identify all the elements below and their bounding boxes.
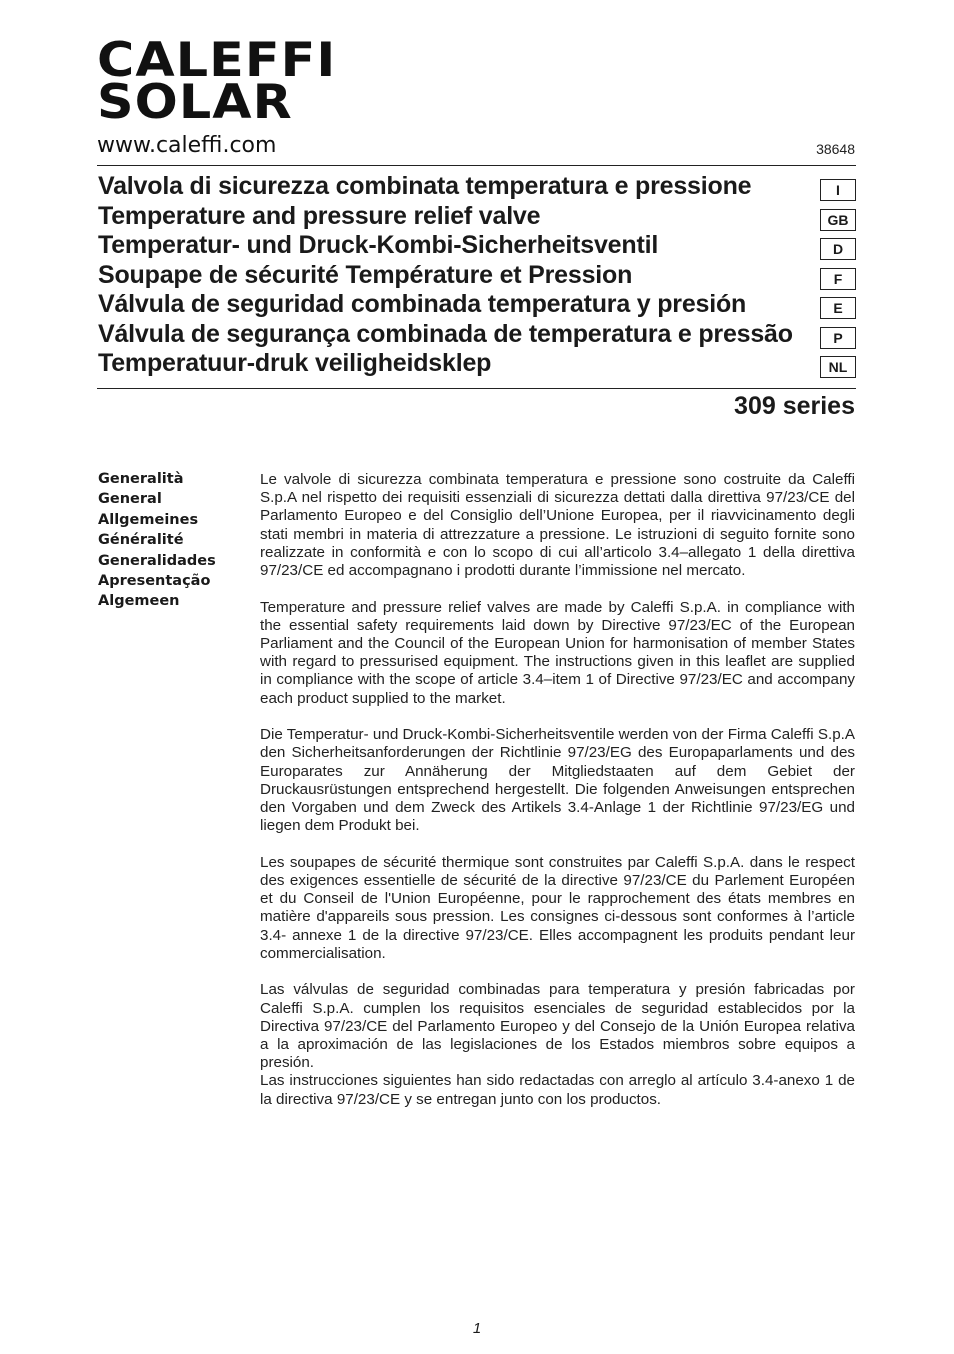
heading-it: Generalità <box>98 471 184 487</box>
general-text <box>260 471 855 1127</box>
title-divider <box>97 388 856 389</box>
paragraph-es: Las válvulas de seguridad combinadas para temperatura y presión fabricadas por Caleffi S.p.A. cumplen los requisitos esenciales de seguridad establecidos por la Directiva 97/23/CE del Parlamento Europeo y del Consejo de la Unión Europea relativa a la aproximación de las legislaciones de los Estados miembros sobre equipos a presión. <box>260 981 855 1072</box>
language-badge: F <box>820 268 856 290</box>
title-row-nl <box>98 349 856 379</box>
title-row-it <box>98 172 856 202</box>
title-list <box>98 172 856 379</box>
title-text: Soupape de sécurité Température et Pression <box>98 260 633 289</box>
heading-pt: Apresentação <box>98 573 211 590</box>
language-badge: D <box>820 238 856 260</box>
heading-nl: Algemeen <box>98 593 180 610</box>
title-text: Válvula de seguridad combinada temperatura y presión <box>98 290 747 318</box>
language-badge: I <box>820 179 856 201</box>
header-divider <box>97 165 856 166</box>
paragraph-fr: Les soupapes de sécurité thermique sont construites par Caleffi S.p.A. dans le respect des exigences essentielle de sécurité de la directive 97/23/CE du Parlement Européen et du Conseil de l'Union Européenne, pour le rapprochement des états membres en matière d'appareils sous pression. Les consignes ci-dessous sont conformes à l’article 3.4- annexe 1 de la directive 97/23/CE. Elles accompagnent les produits pendant leur commercialisation. <box>260 853 855 962</box>
caleffi-solar-logo <box>97 33 339 158</box>
language-badge: P <box>820 327 856 349</box>
language-badge: NL <box>820 356 856 378</box>
logo-brand-line2: SOLAR <box>97 75 293 130</box>
title-text: Valvola di sicurezza combinata temperatura e pressione <box>98 172 752 200</box>
paragraph-gb: Temperature and pressure relief valves are made by Caleffi S.p.A. in compliance with the essential safety requirements laid down by Directive 97/23/EC of the European Parliament and the Council of the European Union for harmonisation of member States with regard to pressurised equipment. The instructions given in this leaflet are supplied in compliance with the scope of article 3.4–item 1 of Directive 97/23/EC and accompany each product supplied to the market. <box>260 598 855 707</box>
paragraph-es-2: Las instrucciones siguientes han sido redactadas con arreglo al artículo 3.4-anexo 1 de la directiva 97/23/CE y se entregan junto con los productos. <box>260 1072 855 1108</box>
title-text: Temperature and pressure relief valve <box>98 201 541 230</box>
logo-brand-line1: CALEFFI <box>97 33 337 88</box>
title-text: Temperatuur-druk veiligheidsklep <box>98 349 492 377</box>
heading-gb: General <box>98 491 162 508</box>
language-badge: GB <box>820 209 856 231</box>
title-row-pt <box>98 320 856 350</box>
heading-de: Allgemeines <box>98 511 199 528</box>
page-number: 1 <box>472 1320 482 1337</box>
title-row-fr <box>98 261 856 291</box>
title-text: Válvula de segurança combinada de temperatura e pressão <box>98 319 793 348</box>
title-row-gb <box>98 202 856 232</box>
document-code: 38648 <box>816 141 855 157</box>
title-row-de <box>98 231 856 261</box>
title-text: Temperatur- und Druck-Kombi-Sicherheitsventil <box>98 231 659 259</box>
language-badge: E <box>820 297 856 319</box>
title-row-es <box>98 290 856 320</box>
paragraph-it: Le valvole di sicurezza combinata temperatura e pressione sono costruite da Caleffi S.p.A nel rispetto dei requisiti essenziali di sicurezza dettati dalla direttiva 97/23/CE del Parlamento Europeo e del Consiglio dell’Unione Europea, per il riavvicinamento degli stati membri in materia di attrezzature a pressione. Le istruzioni di seguito fornite sono realizzate in conformità e con lo scopo di cui all’articolo 3.4–allegato 1 della direttiva 97/23/CE ed accompagnano i prodotti durante l’immissione nel mercato. <box>260 471 855 580</box>
section-headings <box>98 469 248 612</box>
website-url: www.caleffi.com <box>97 133 277 158</box>
heading-fr: Généralité <box>98 532 184 549</box>
paragraph-de: Die Temperatur- und Druck-Kombi-Sicherheitsventile werden von der Firma Caleffi S.p.A den Sicherheitsanforderungen der Richtlinie 97/23/EG des Europaparlaments und des Europarates zur Annäherung der Mitgliedstaaten auf dem Gebiet der Druckausrüstungen entsprechend hergestellt. Die folgenden Anweisungen entsprechen den Vorgaben und dem Zweck des Artikels 3.4-Anlage 1 der Richtlinie 97/23/EG und liegen dem Produkt bei. <box>260 726 855 835</box>
series-label: 309 series <box>734 392 855 420</box>
heading-es: Generalidades <box>98 552 216 569</box>
